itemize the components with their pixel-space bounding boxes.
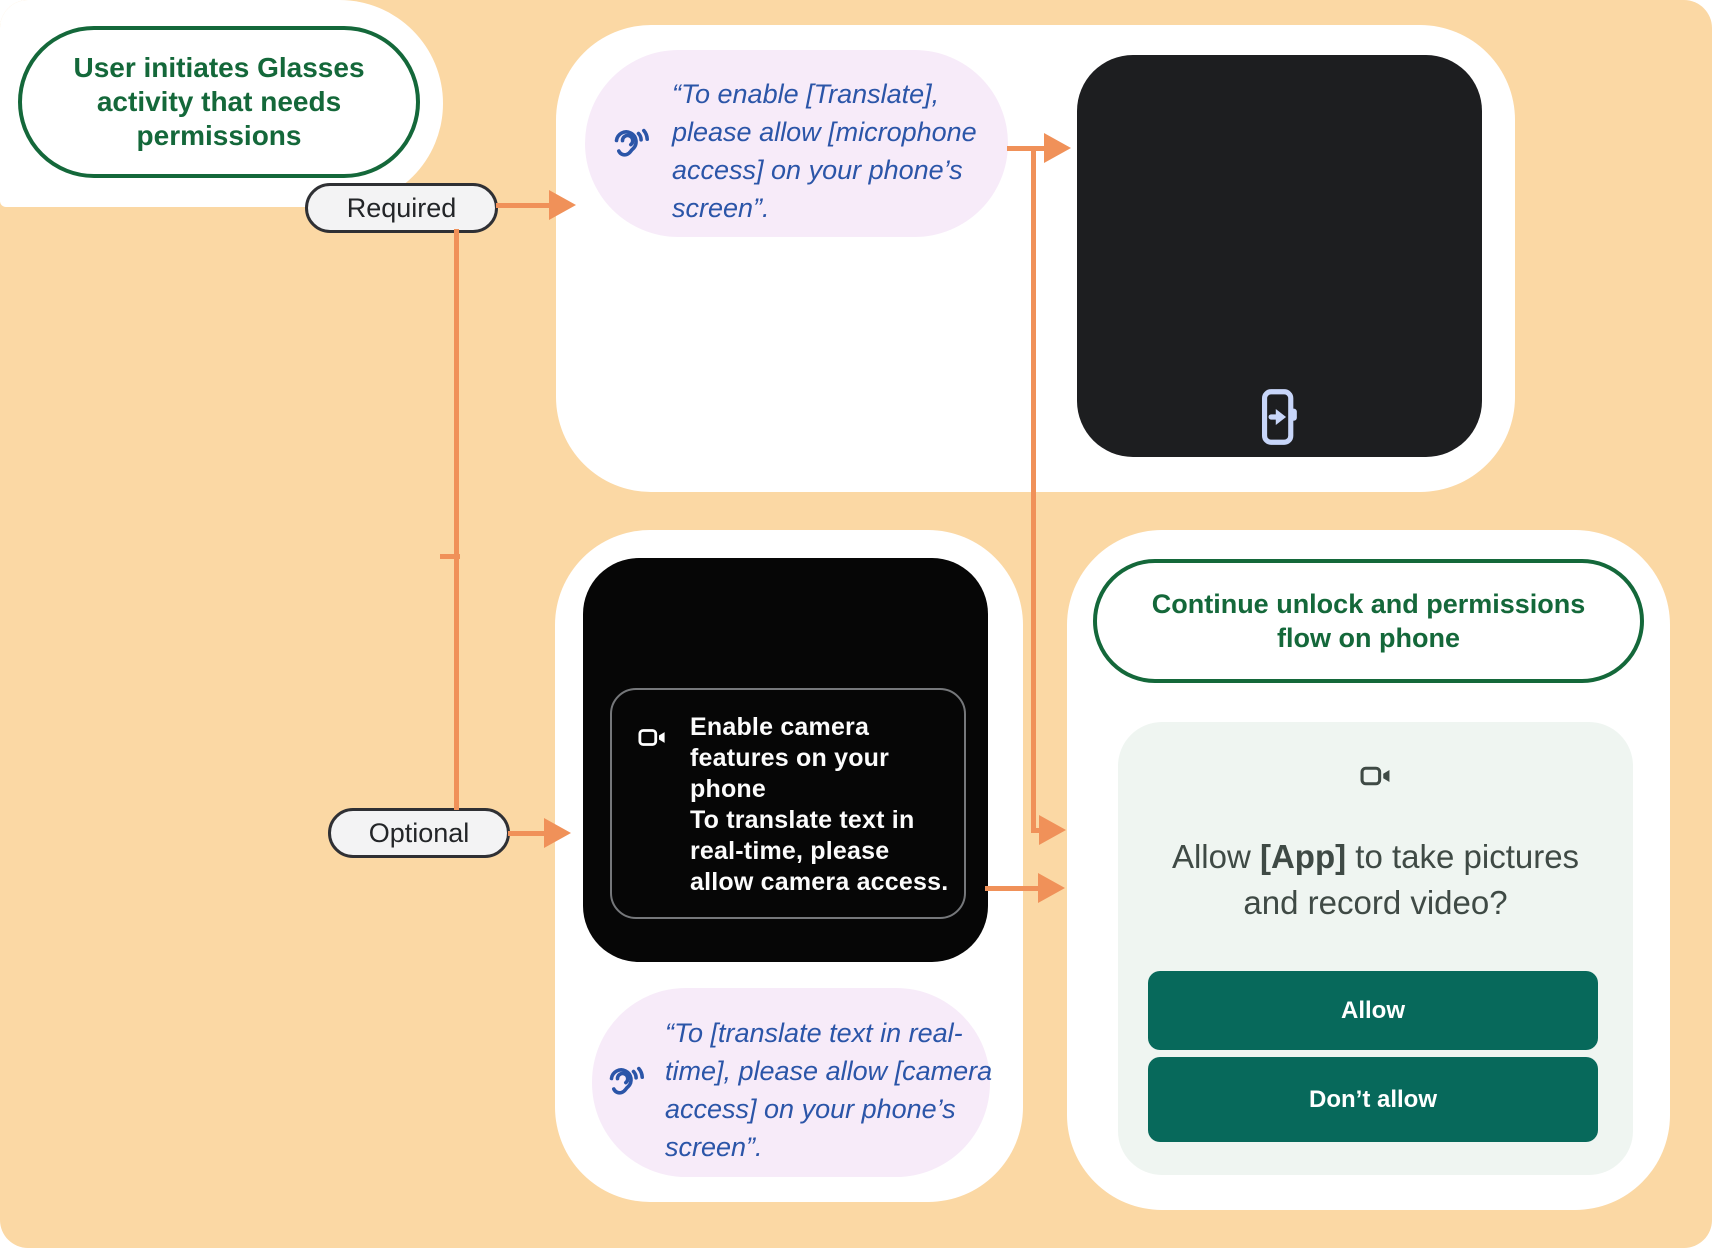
glasses-handoff-screen [1077,55,1482,457]
videocam-icon [1360,763,1391,794]
required-arrow-line [496,203,550,208]
optional-label: Optional [328,808,510,858]
handoff-arrowhead [1039,815,1066,845]
bubble-to-screen-arrowhead [1044,133,1071,163]
glasses-notification [610,688,966,919]
handoff-drop-line [1031,146,1036,833]
branch-trunk-line [454,229,459,810]
phone-permission-dialog [1118,722,1633,1175]
required-arrowhead [549,190,576,220]
hearing-ear-icon [606,1066,644,1107]
videocam-icon [638,726,666,754]
voice-prompt-text: “To enable [Translate], please allow [microphone access] on your phone’s screen”. [672,79,977,223]
permission-dialog-title: Allow [App] to take pictures and record video? [1171,838,1580,921]
start-node-blob [0,0,443,207]
notification-to-phone-line [985,886,1040,891]
open-on-phone-icon [1260,388,1300,451]
required-label: Required [305,183,498,233]
start-node: User initiates Glasses activity that needs permissions [18,26,420,178]
dont-allow-button[interactable]: Don’t allow [1148,1057,1598,1142]
continue-unlock-node: Continue unlock and permissions flow on phone [1093,559,1644,683]
bubble-to-screen-line [1007,146,1047,151]
hearing-ear-icon [611,128,649,169]
voice-prompt-bubble-required [585,50,1008,237]
voice-prompt-bubble-optional [592,988,993,1177]
voice-prompt-text: “To [translate text in real- time], please allow [camera access] on your phone’s screen”. [665,1018,993,1162]
allow-button[interactable]: Allow [1148,971,1598,1050]
notification-to-phone-arrowhead [1038,873,1065,903]
phone-flow-card [1067,530,1670,1210]
optional-arrow-line [508,831,546,836]
notification-text: Enable camera features on your phone To translate text in real-time, please allow camera access. [690,713,949,896]
glasses-notification-screen [583,558,988,962]
optional-arrowhead [544,818,571,848]
optional-flow-card [555,530,1023,1202]
